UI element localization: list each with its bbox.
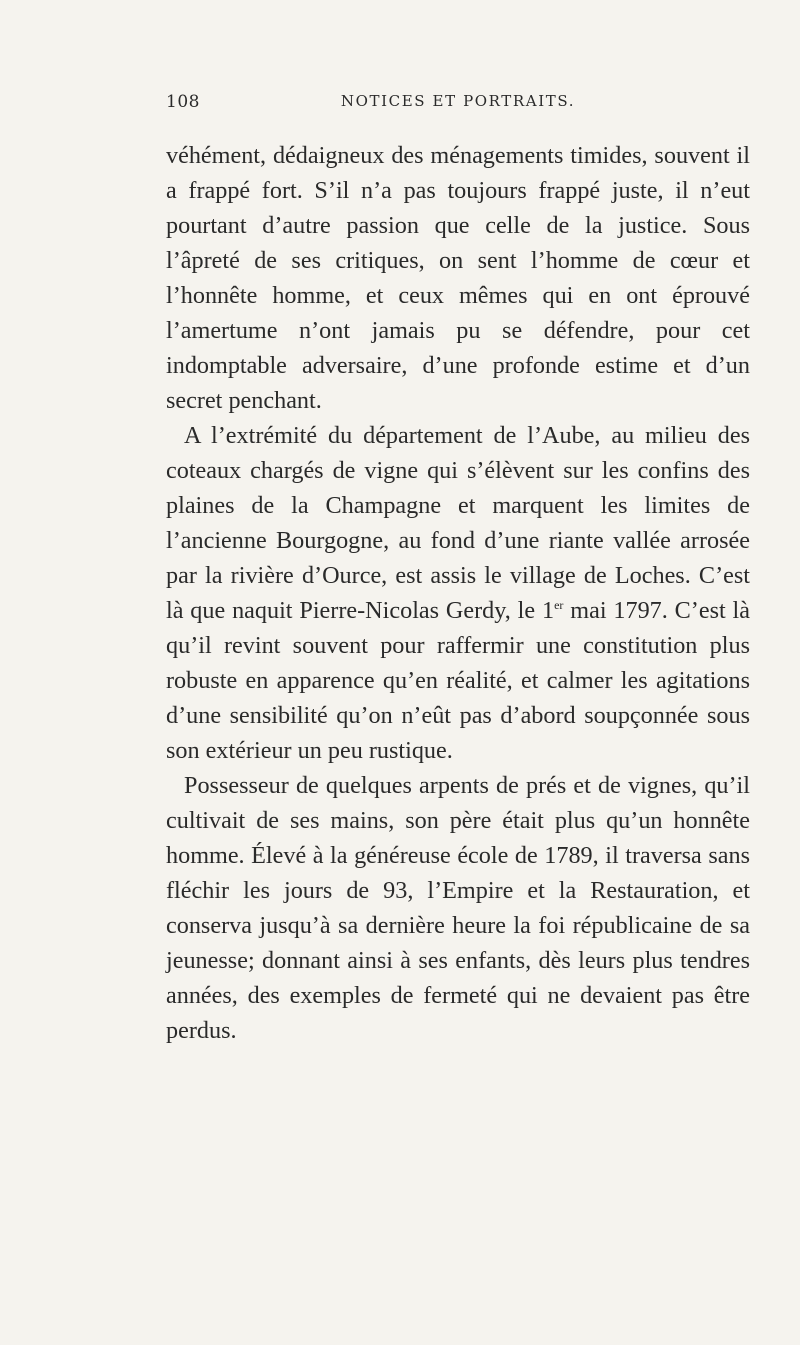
page-header — [166, 92, 750, 122]
ordinal-superscript: er — [554, 597, 564, 612]
running-title: NOTICES ET PORTRAITS. — [340, 92, 576, 110]
paragraph-1: véhément, dédaigneux des ménagements timides, souvent il a frappé fort. S’il n’a pas toujours frappé juste, il n’eut pourtant d’autre passion que celle de la justice. Sous l’âpreté de ses critiques, on sent l’homme de cœur et l’honnête homme, et ceux mêmes qui en ont éprouvé l’amertume n’ont jamais pu se défendre, pour cet indomptable adversaire, d’une profonde estime et d’un secret penchant. — [166, 142, 750, 414]
paragraph-2-part-b: mai 1797. C’est là qu’il revint souvent pour raffermir une constitution plus robuste en apparence qu’en réalité, et calmer les agitations d’une sensibilité qu’on n’eût pas d’abord soupçonnée sous son extérieur un peu rustique. — [166, 597, 751, 764]
paragraph-2-part-a: A l’extrémité du département de l’Aube, au milieu des coteaux chargés de vigne qui s’élèvent sur les confins des plaines de la Champagne et marquent les limites de l’ancienne Bourgogne, au fond d’une riante vallée arrosée par la rivière d’Ource, est assis le village de Loches. C’est là que naquit Pierre-Nicolas Gerdy, le 1 — [166, 422, 750, 624]
paragraph-2 — [166, 418, 750, 768]
paragraph-3: Possesseur de quelques arpents de prés et de vignes, qu’il cultivait de ses mains, son père était plus qu’un honnête homme. Élevé à la généreuse école de 1789, il traversa sans fléchir les jours de 93, l’Empire et la Restauration, et conserva jusqu’à sa dernière heure la foi républicaine de sa jeunesse; donnant ainsi à ses enfants, dès leurs plus tendres années, des exemples de fermeté qui ne devaient pas être perdus. — [166, 772, 750, 1044]
body-text — [166, 138, 750, 1048]
page-number: 108 — [166, 92, 200, 112]
